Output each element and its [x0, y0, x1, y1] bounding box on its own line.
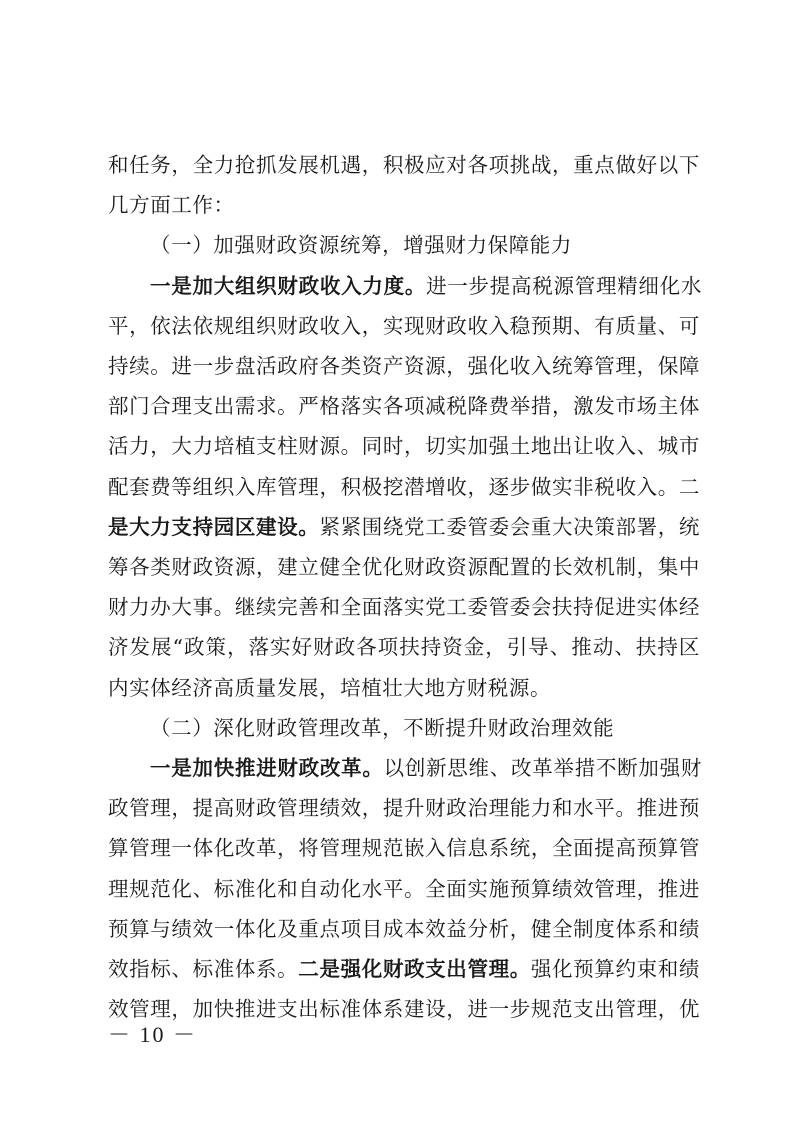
text-run: 预算与绩效一体化及重点项目成本效益分析，健全制度体系和绩 — [108, 916, 700, 941]
text-run: 理规范化、标准化和自动化水平。全面实施预算绩效管理，推进 — [108, 876, 700, 901]
paragraph-line — [108, 190, 700, 220]
paragraph-line — [108, 632, 700, 662]
paragraph-line — [150, 753, 702, 783]
paragraph-line — [108, 351, 700, 381]
text-run: 筹各类财政资源，建立健全优化财政资源配置的长效机制，集中 — [108, 555, 700, 579]
text-run: 进一步提高税源管理精细化水 — [426, 273, 702, 298]
text-run: 部门合理支出需求。严格落实各项减税降费举措，激发市场主体 — [108, 394, 700, 419]
paragraph-line — [108, 592, 700, 622]
text-run: 配套费等组织入库管理，积极挖潜增收，逐步做实非税收入。二 — [108, 474, 700, 499]
paragraph-line — [108, 793, 700, 823]
text-run: 效管理，加快推进支出标准体系建设，进一步规范支出管理，优 — [108, 997, 700, 1022]
paragraph-line — [108, 472, 700, 502]
paragraph-line — [108, 954, 700, 984]
paragraph-line — [108, 833, 700, 863]
paragraph-line — [150, 271, 702, 301]
paragraph-line — [108, 431, 700, 461]
paragraph-line — [108, 552, 700, 582]
paragraph-line — [108, 874, 700, 904]
paragraph-line — [108, 150, 700, 180]
paragraph-line — [108, 673, 700, 703]
bold-lead-phrase: 一是加快推进财政改革。 — [150, 756, 384, 780]
text-run: 持续。进一步盘活政府各类资产资源，强化收入统筹管理，保障 — [108, 354, 700, 378]
text-run: 和任务，全力抢抓发展机遇，积极应对各项挑战，重点做好以下 — [108, 153, 700, 177]
heading-text: （二）深化财政管理改革，不断提升财政治理效能 — [150, 715, 615, 740]
text-run: 几方面工作： — [108, 193, 235, 218]
text-run: 财力办大事。继续完善和全面落实党工委管委会扶持促进实体经 — [108, 595, 700, 620]
text-run: 内实体经济高质量发展，培植壮大地方财税源。 — [108, 675, 552, 700]
text-run: 效指标、标准体系。 — [108, 957, 299, 981]
bold-lead-phrase: 是大力支持园区建设。 — [108, 514, 320, 539]
text-run: 算管理一体化改革，将管理规范嵌入信息系统，全面提高预算管 — [108, 836, 700, 861]
page-number: － 10 － — [108, 1022, 198, 1047]
bold-lead-phrase: 二是强化财政支出管理。 — [298, 957, 531, 981]
paragraph-line — [108, 512, 700, 542]
text-run: 活力，大力培植支柱财源。同时，切实加强土地出让收入、城市 — [108, 434, 700, 459]
paragraph-line — [108, 914, 700, 944]
bold-lead-phrase: 一是加大组织财政收入力度。 — [150, 273, 427, 298]
text-run: 以创新思维、改革举措不断加强财 — [383, 756, 702, 780]
text-run: 强化预算约束和绩 — [530, 957, 700, 981]
text-run: 紧紧围绕党工委管委会重大决策部署，统 — [319, 514, 700, 539]
section-heading-2 — [150, 713, 742, 743]
text-run: 济发展“政策，落实好财政各项扶持资金，引导、推动、扶持区 — [108, 635, 700, 660]
text-run: 平，依法依规组织财政收入，实现财政收入稳预期、有质量、可 — [108, 313, 700, 338]
paragraph-line — [108, 391, 700, 421]
text-run: 政管理，提高财政管理绩效，提升财政治理能力和水平。推进预 — [108, 796, 700, 821]
heading-text: （一）加强财政资源统筹，增强财力保障能力 — [150, 233, 572, 258]
paragraph-line — [108, 311, 700, 341]
section-heading-1 — [150, 230, 742, 260]
